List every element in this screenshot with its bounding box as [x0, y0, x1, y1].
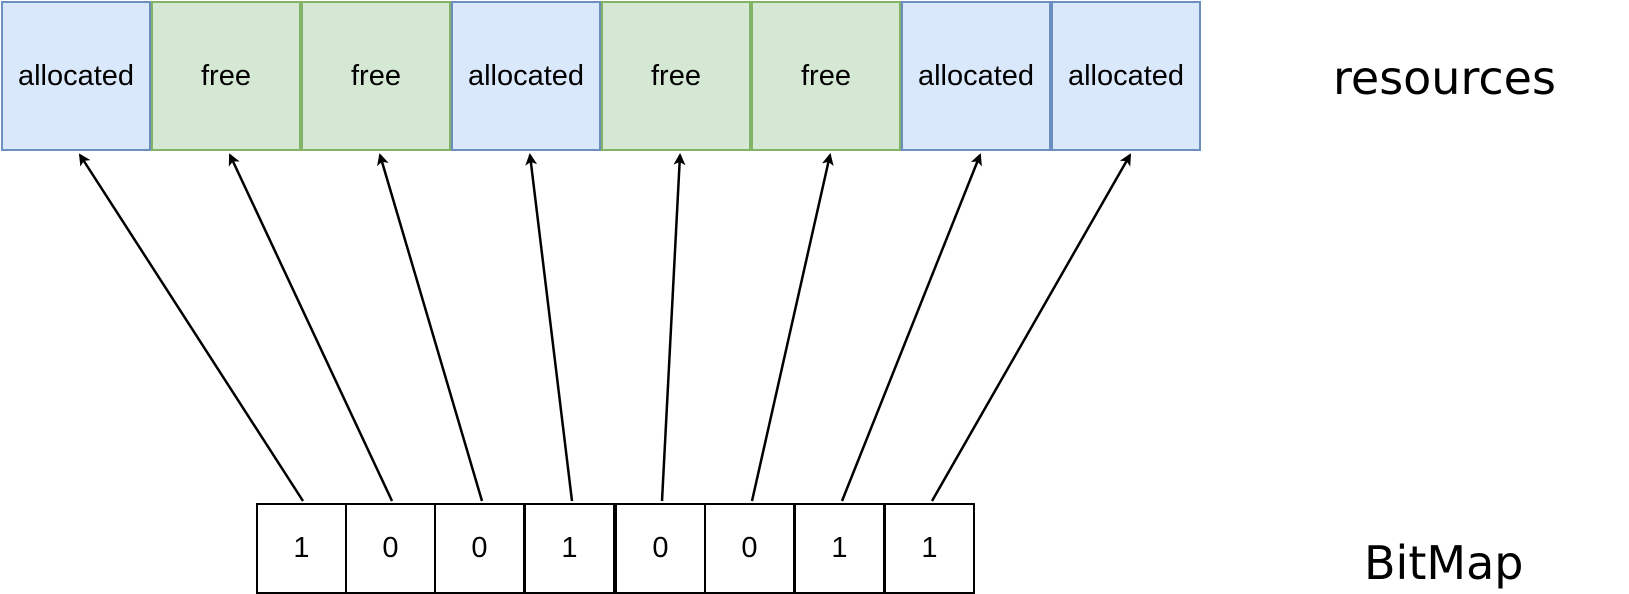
resource-cell-1: allocated: [1, 1, 151, 151]
resource-cell-6: free: [751, 1, 901, 151]
bitmap-cell-1: 1: [256, 503, 347, 594]
bitmap-cell-3: 0: [434, 503, 525, 594]
arrow-6: [752, 155, 830, 501]
bitmap-cell-5: 0: [615, 503, 706, 594]
bitmap-cell-2: 0: [345, 503, 436, 594]
arrow-5: [662, 155, 680, 501]
arrow-7: [842, 155, 980, 501]
bitmap-cell-6: 0: [704, 503, 795, 594]
arrow-8: [932, 155, 1130, 501]
resource-cell-7: allocated: [901, 1, 1051, 151]
resource-cell-2: free: [151, 1, 301, 151]
resources-label: resources: [1333, 51, 1556, 105]
arrow-2: [230, 155, 392, 501]
resource-cell-5: free: [601, 1, 751, 151]
resource-cell-3: free: [301, 1, 451, 151]
bitmap-cell-4: 1: [524, 503, 615, 594]
bitmap-cell-7: 1: [794, 503, 885, 594]
arrow-4: [530, 155, 572, 501]
arrow-3: [380, 155, 482, 501]
resource-cell-8: allocated: [1051, 1, 1201, 151]
bitmap-cell-8: 1: [884, 503, 975, 594]
resource-cell-4: allocated: [451, 1, 601, 151]
arrow-1: [80, 155, 303, 501]
bitmap-label: BitMap: [1364, 536, 1524, 590]
